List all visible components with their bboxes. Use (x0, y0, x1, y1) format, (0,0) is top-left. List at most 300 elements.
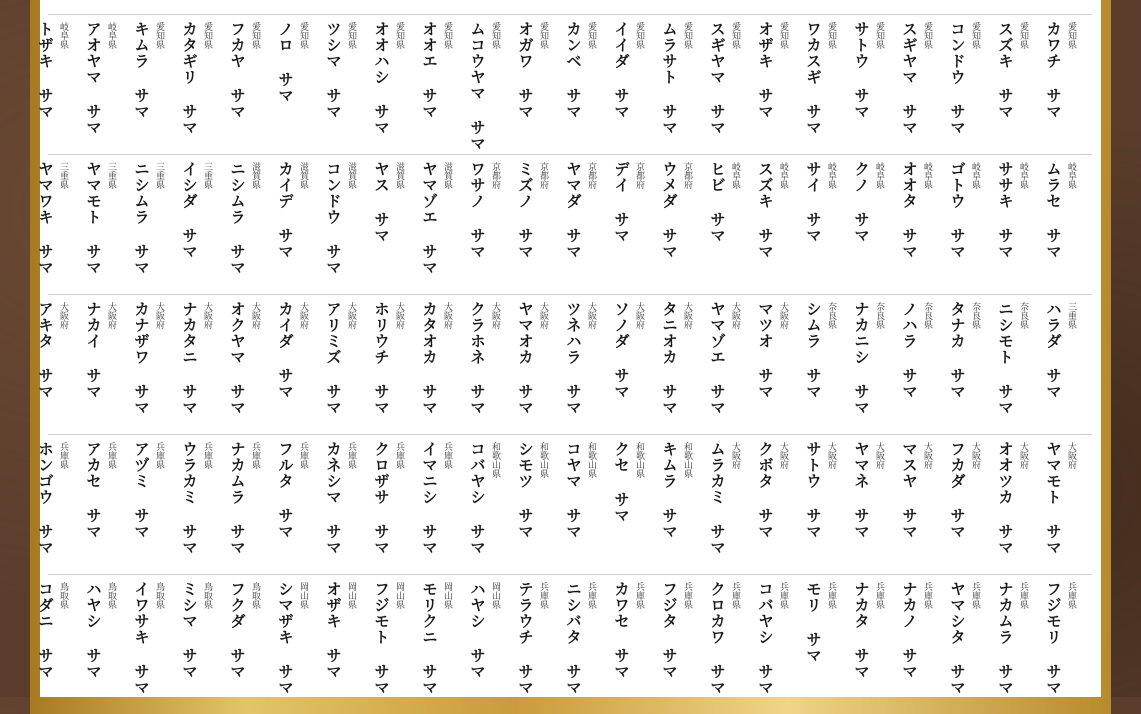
name-entry (130, 161, 178, 291)
customer-name: アヅミ サマ (132, 441, 150, 540)
customer-name: カイデ サマ (276, 161, 294, 260)
name-entry (466, 581, 514, 711)
name-entry (850, 441, 898, 571)
prefecture-label: 滋賀県 (250, 162, 260, 189)
name-entry (34, 301, 82, 431)
customer-name: ハヤシ サマ (84, 581, 102, 680)
prefecture-label: 兵庫県 (298, 442, 308, 469)
customer-name: アオヤマ サマ (84, 21, 102, 136)
name-entry (994, 301, 1042, 431)
name-entry (34, 161, 82, 291)
name-entry (946, 161, 994, 291)
customer-name: モリ サマ (804, 581, 822, 664)
name-entry (322, 441, 370, 571)
customer-name: アキタ サマ (36, 301, 54, 400)
name-entry (802, 581, 850, 711)
name-entry (418, 581, 466, 711)
name-entry (610, 161, 658, 291)
customer-name: ウメダ サマ (660, 161, 678, 260)
customer-name: スズキ サマ (996, 21, 1014, 120)
customer-name: カワチ サマ (1044, 21, 1062, 120)
customer-name: ムラカミ サマ (708, 441, 726, 556)
prefecture-label: 大阪府 (154, 302, 164, 329)
name-entry (178, 441, 226, 571)
prefecture-label: 滋賀県 (442, 162, 452, 189)
customer-name: オオツカ サマ (996, 441, 1014, 556)
customer-name: ノロ サマ (276, 21, 294, 104)
prefecture-label: 愛知県 (442, 22, 452, 49)
name-entry (1042, 581, 1090, 711)
prefecture-label: 奈良県 (874, 302, 884, 329)
customer-name: デイ サマ (612, 161, 630, 244)
prefecture-label: 岐阜県 (778, 162, 788, 189)
name-entry (610, 21, 658, 151)
customer-name: カナザワ サマ (132, 301, 150, 416)
prefecture-label: 奈良県 (922, 302, 932, 329)
customer-name: ハヤシ サマ (468, 581, 486, 680)
name-entry (82, 161, 130, 291)
name-entry (1042, 21, 1090, 151)
name-entry (1042, 441, 1090, 571)
prefecture-label: 滋賀県 (394, 162, 404, 189)
prefecture-label: 兵庫県 (586, 582, 596, 609)
prefecture-label: 愛知県 (298, 22, 308, 49)
name-entry (754, 581, 802, 711)
name-entry (370, 581, 418, 711)
name-entry (178, 21, 226, 151)
customer-name: キムラ サマ (660, 441, 678, 540)
name-row-1 (36, 14, 1092, 153)
name-entry (994, 161, 1042, 291)
customer-name: コヤマ サマ (564, 441, 582, 540)
prefecture-label: 和歌山県 (634, 442, 644, 478)
name-entry (514, 301, 562, 431)
prefecture-label: 岐阜県 (922, 162, 932, 189)
prefecture-label: 愛知県 (538, 22, 548, 49)
prefecture-label: 愛知県 (586, 22, 596, 49)
customer-name: カタオカ サマ (420, 301, 438, 416)
customer-name: フジモト サマ (372, 581, 390, 696)
customer-name: ヤマゾエ サマ (708, 301, 726, 416)
prefecture-label: 兵庫県 (826, 582, 836, 609)
prefecture-label: 大阪府 (58, 302, 68, 329)
name-entry (226, 21, 274, 151)
prefecture-label: 大阪府 (346, 302, 356, 329)
prefecture-label: 大阪府 (730, 442, 740, 469)
name-entry (562, 441, 610, 571)
name-entry (802, 21, 850, 151)
customer-name: ソノダ サマ (612, 301, 630, 400)
prefecture-label: 和歌山県 (490, 442, 500, 478)
customer-name: オガワ サマ (516, 21, 534, 120)
customer-name: ツシマ サマ (324, 21, 342, 120)
name-entry (274, 581, 322, 711)
name-entry (898, 301, 946, 431)
customer-name: キムラ サマ (132, 21, 150, 120)
prefecture-label: 愛知県 (394, 22, 404, 49)
name-entry (898, 441, 946, 571)
prefecture-label: 愛知県 (154, 22, 164, 49)
customer-name: イワサキ サマ (132, 581, 150, 696)
name-entry (562, 581, 610, 711)
name-entry (946, 441, 994, 571)
prefecture-label: 岐阜県 (1066, 162, 1076, 189)
prefecture-label: 大阪府 (826, 442, 836, 469)
customer-name: モリクニ サマ (420, 581, 438, 696)
prefecture-label: 京都府 (538, 162, 548, 189)
name-entry (802, 301, 850, 431)
customer-name: ニシバタ サマ (564, 581, 582, 696)
name-row-2 (36, 154, 1092, 293)
prefecture-label: 京都府 (490, 162, 500, 189)
name-entry (898, 161, 946, 291)
name-entry (898, 581, 946, 711)
prefecture-label: 大阪府 (394, 302, 404, 329)
name-entry (610, 581, 658, 711)
prefecture-label: 大阪府 (970, 442, 980, 469)
name-entry (802, 161, 850, 291)
prefecture-label: 愛知県 (778, 22, 788, 49)
name-entry (466, 441, 514, 571)
customer-name: マツオ サマ (756, 301, 774, 400)
name-entry (994, 21, 1042, 151)
name-entry (418, 441, 466, 571)
prefecture-label: 兵庫県 (202, 442, 212, 469)
customer-name: ヤマゾエ サマ (420, 161, 438, 276)
customer-name: オザキ サマ (324, 581, 342, 680)
name-entry (178, 161, 226, 291)
name-entry (82, 581, 130, 711)
prefecture-label: 和歌山県 (682, 442, 692, 478)
customer-name: サトウ サマ (852, 21, 870, 120)
name-entry (994, 441, 1042, 571)
customer-name: ワサノ サマ (468, 161, 486, 260)
customer-name: ヒビ サマ (708, 161, 726, 244)
customer-name: アリミズ サマ (324, 301, 342, 416)
name-entry (466, 301, 514, 431)
customer-name: ヤマモト サマ (1044, 441, 1062, 556)
name-entry (658, 21, 706, 151)
prefecture-label: 愛知県 (202, 22, 212, 49)
prefecture-label: 大阪府 (1066, 442, 1076, 469)
customer-name: ナカノ サマ (900, 581, 918, 680)
name-entry (226, 581, 274, 711)
customer-name: トザキ サマ (36, 21, 54, 120)
customer-name: オクヤマ サマ (228, 301, 246, 416)
name-entry (658, 301, 706, 431)
prefecture-label: 京都府 (634, 162, 644, 189)
prefecture-label: 兵庫県 (250, 442, 260, 469)
name-entry (658, 441, 706, 571)
customer-name: クボタ サマ (756, 441, 774, 540)
customer-name: フジモリ サマ (1044, 581, 1062, 696)
name-entry (514, 161, 562, 291)
name-entry (322, 161, 370, 291)
prefecture-label: 奈良県 (1018, 302, 1028, 329)
name-entry (130, 21, 178, 151)
customer-name: コダニ サマ (36, 581, 54, 680)
name-entry (610, 301, 658, 431)
customer-name: ナカニシ サマ (852, 301, 870, 416)
prefecture-label: 京都府 (682, 162, 692, 189)
name-entry (706, 21, 754, 151)
customer-name: クロカワ サマ (708, 581, 726, 696)
prefecture-label: 愛知県 (1018, 22, 1028, 49)
name-entry (706, 581, 754, 711)
prefecture-label: 大阪府 (442, 302, 452, 329)
customer-name: オオハシ サマ (372, 21, 390, 136)
prefecture-label: 和歌山県 (586, 442, 596, 478)
customer-name: コンドウ サマ (948, 21, 966, 136)
customer-name: ムラセ サマ (1044, 161, 1062, 260)
name-entry (994, 581, 1042, 711)
customer-name: マスヤ サマ (900, 441, 918, 540)
prefecture-label: 愛知県 (250, 22, 260, 49)
prefecture-label: 大阪府 (730, 302, 740, 329)
name-entry (706, 301, 754, 431)
customer-name: サトウ サマ (804, 441, 822, 540)
name-entry (898, 21, 946, 151)
prefecture-label: 鳥取県 (202, 582, 212, 609)
prefecture-label: 三重県 (58, 162, 68, 189)
name-entry (1042, 161, 1090, 291)
customer-name: シマザキ サマ (276, 581, 294, 696)
customer-name: ハラダ サマ (1044, 301, 1062, 400)
customer-name: カンベ サマ (564, 21, 582, 120)
name-entry (754, 161, 802, 291)
customer-name: イマニシ サマ (420, 441, 438, 556)
customer-name: スギヤマ サマ (900, 21, 918, 136)
customer-name: ヤマシタ サマ (948, 581, 966, 696)
prefecture-label: 和歌山県 (538, 442, 548, 478)
customer-name: コバヤシ サマ (468, 441, 486, 556)
prefecture-label: 兵庫県 (154, 442, 164, 469)
name-entry (370, 441, 418, 571)
customer-name: ミズノ サマ (516, 161, 534, 260)
name-entry (274, 21, 322, 151)
customer-name: ヤマオカ サマ (516, 301, 534, 416)
customer-name: ナカムラ サマ (996, 581, 1014, 696)
prefecture-label: 岡山県 (346, 582, 356, 609)
name-entry (562, 301, 610, 431)
prefecture-label: 京都府 (586, 162, 596, 189)
prefecture-label: 兵庫県 (1066, 582, 1076, 609)
prefecture-label: 愛知県 (874, 22, 884, 49)
prefecture-label: 大阪府 (634, 302, 644, 329)
name-entry (850, 301, 898, 431)
name-list-panel (36, 0, 1101, 697)
customer-name: タナカ サマ (948, 301, 966, 400)
prefecture-label: 兵庫県 (538, 582, 548, 609)
name-entry (82, 441, 130, 571)
name-entry (946, 301, 994, 431)
prefecture-label: 大阪府 (298, 302, 308, 329)
customer-name: コバヤシ サマ (756, 581, 774, 696)
customer-name: フルタ サマ (276, 441, 294, 540)
prefecture-label: 兵庫県 (874, 582, 884, 609)
prefecture-label: 大阪府 (250, 302, 260, 329)
customer-name: ウラカミ サマ (180, 441, 198, 556)
customer-name: アカセ サマ (84, 441, 102, 540)
customer-name: カイダ サマ (276, 301, 294, 400)
name-entry (34, 581, 82, 711)
name-entry (514, 441, 562, 571)
prefecture-label: 大阪府 (922, 442, 932, 469)
name-entry (82, 21, 130, 151)
prefecture-label: 大阪府 (490, 302, 500, 329)
name-row-3 (36, 294, 1092, 433)
name-entry (274, 301, 322, 431)
customer-name: ホリウチ サマ (372, 301, 390, 416)
prefecture-label: 鳥取県 (250, 582, 260, 609)
prefecture-label: 岐阜県 (58, 22, 68, 49)
name-entry (562, 21, 610, 151)
prefecture-label: 大阪府 (538, 302, 548, 329)
name-entry (946, 21, 994, 151)
customer-name: ヤマネ サマ (852, 441, 870, 540)
customer-name: オオエ サマ (420, 21, 438, 120)
prefecture-label: 愛知県 (730, 22, 740, 49)
name-entry (658, 581, 706, 711)
prefecture-label: 兵庫県 (682, 582, 692, 609)
prefecture-label: 兵庫県 (58, 442, 68, 469)
name-entry (226, 441, 274, 571)
prefecture-label: 岡山県 (394, 582, 404, 609)
name-entry (34, 21, 82, 151)
name-entry (322, 21, 370, 151)
customer-name: ゴトウ サマ (948, 161, 966, 260)
prefecture-label: 大阪府 (778, 302, 788, 329)
customer-name: ニシムラ サマ (228, 161, 246, 276)
prefecture-label: 鳥取県 (58, 582, 68, 609)
name-row-4 (36, 434, 1092, 573)
name-entry (850, 161, 898, 291)
prefecture-label: 鳥取県 (154, 582, 164, 609)
customer-name: スズキ サマ (756, 161, 774, 260)
customer-name: ナカタニ サマ (180, 301, 198, 416)
prefecture-label: 三重県 (106, 162, 116, 189)
customer-name: オオタ サマ (900, 161, 918, 260)
customer-name: テラウチ サマ (516, 581, 534, 696)
prefecture-label: 奈良県 (826, 302, 836, 329)
name-entry (1042, 301, 1090, 431)
name-entry (754, 21, 802, 151)
prefecture-label: 兵庫県 (394, 442, 404, 469)
customer-name: ツネハラ サマ (564, 301, 582, 416)
name-entry (658, 161, 706, 291)
name-entry (802, 441, 850, 571)
customer-name: クラホネ サマ (468, 301, 486, 416)
prefecture-label: 三重県 (154, 162, 164, 189)
name-entry (514, 581, 562, 711)
name-entry (706, 161, 754, 291)
prefecture-label: 大阪府 (586, 302, 596, 329)
customer-name: ヤス サマ (372, 161, 390, 244)
prefecture-label: 兵庫県 (106, 442, 116, 469)
customer-name: フジタ サマ (660, 581, 678, 680)
customer-name: フカヤ サマ (228, 21, 246, 120)
name-entry (754, 301, 802, 431)
prefecture-label: 愛知県 (682, 22, 692, 49)
prefecture-label: 岡山県 (442, 582, 452, 609)
name-entry (322, 581, 370, 711)
name-entry (754, 441, 802, 571)
name-entry (226, 161, 274, 291)
prefecture-label: 岐阜県 (106, 22, 116, 49)
prefecture-label: 三重県 (1066, 302, 1076, 329)
prefecture-label: 大阪府 (202, 302, 212, 329)
prefecture-label: 愛知県 (1066, 22, 1076, 49)
prefecture-label: 滋賀県 (298, 162, 308, 189)
customer-name: ワカスギ サマ (804, 21, 822, 136)
customer-name: スギヤマ サマ (708, 21, 726, 136)
name-entry (370, 21, 418, 151)
name-entry (130, 441, 178, 571)
prefecture-label: 岐阜県 (1018, 162, 1028, 189)
customer-name: オザキ サマ (756, 21, 774, 120)
prefecture-label: 岡山県 (298, 582, 308, 609)
prefecture-label: 兵庫県 (442, 442, 452, 469)
name-entry (514, 21, 562, 151)
name-entry (130, 301, 178, 431)
prefecture-label: 愛知県 (634, 22, 644, 49)
prefecture-label: 愛知県 (922, 22, 932, 49)
name-entry (226, 301, 274, 431)
name-entry (370, 161, 418, 291)
customer-name: ナカイ サマ (84, 301, 102, 400)
customer-name: ナカムラ サマ (228, 441, 246, 556)
prefecture-label: 大阪府 (1018, 442, 1028, 469)
prefecture-label: 大阪府 (778, 442, 788, 469)
customer-name: ササキ サマ (996, 161, 1014, 260)
prefecture-label: 兵庫県 (970, 582, 980, 609)
prefecture-label: 三重県 (202, 162, 212, 189)
name-entry (322, 301, 370, 431)
prefecture-label: 愛知県 (346, 22, 356, 49)
prefecture-label: 岐阜県 (730, 162, 740, 189)
name-entry (418, 21, 466, 151)
prefecture-label: 奈良県 (970, 302, 980, 329)
name-entry (418, 301, 466, 431)
customer-name: カネシマ サマ (324, 441, 342, 556)
customer-name: クロザサ サマ (372, 441, 390, 556)
customer-name: コンドウ サマ (324, 161, 342, 276)
name-entry (34, 441, 82, 571)
customer-name: イシダ サマ (180, 161, 198, 260)
customer-name: フクダ サマ (228, 581, 246, 680)
name-entry (946, 581, 994, 711)
prefecture-label: 岐阜県 (826, 162, 836, 189)
customer-name: ムコウヤマ サマ (468, 21, 486, 152)
name-entry (418, 161, 466, 291)
customer-name: ホンゴウ サマ (36, 441, 54, 556)
customer-name: イイダ サマ (612, 21, 630, 120)
name-entry (178, 301, 226, 431)
prefecture-label: 鳥取県 (106, 582, 116, 609)
customer-name: ニシモト サマ (996, 301, 1014, 416)
name-entry (706, 441, 754, 571)
name-entry (274, 161, 322, 291)
name-entry (82, 301, 130, 431)
customer-name: ナカタ サマ (852, 581, 870, 680)
name-row-5 (36, 574, 1092, 705)
name-entry (466, 161, 514, 291)
customer-name: ヤマモト サマ (84, 161, 102, 276)
name-entry (850, 581, 898, 711)
name-entry (562, 161, 610, 291)
prefecture-label: 大阪府 (874, 442, 884, 469)
name-entry (370, 301, 418, 431)
